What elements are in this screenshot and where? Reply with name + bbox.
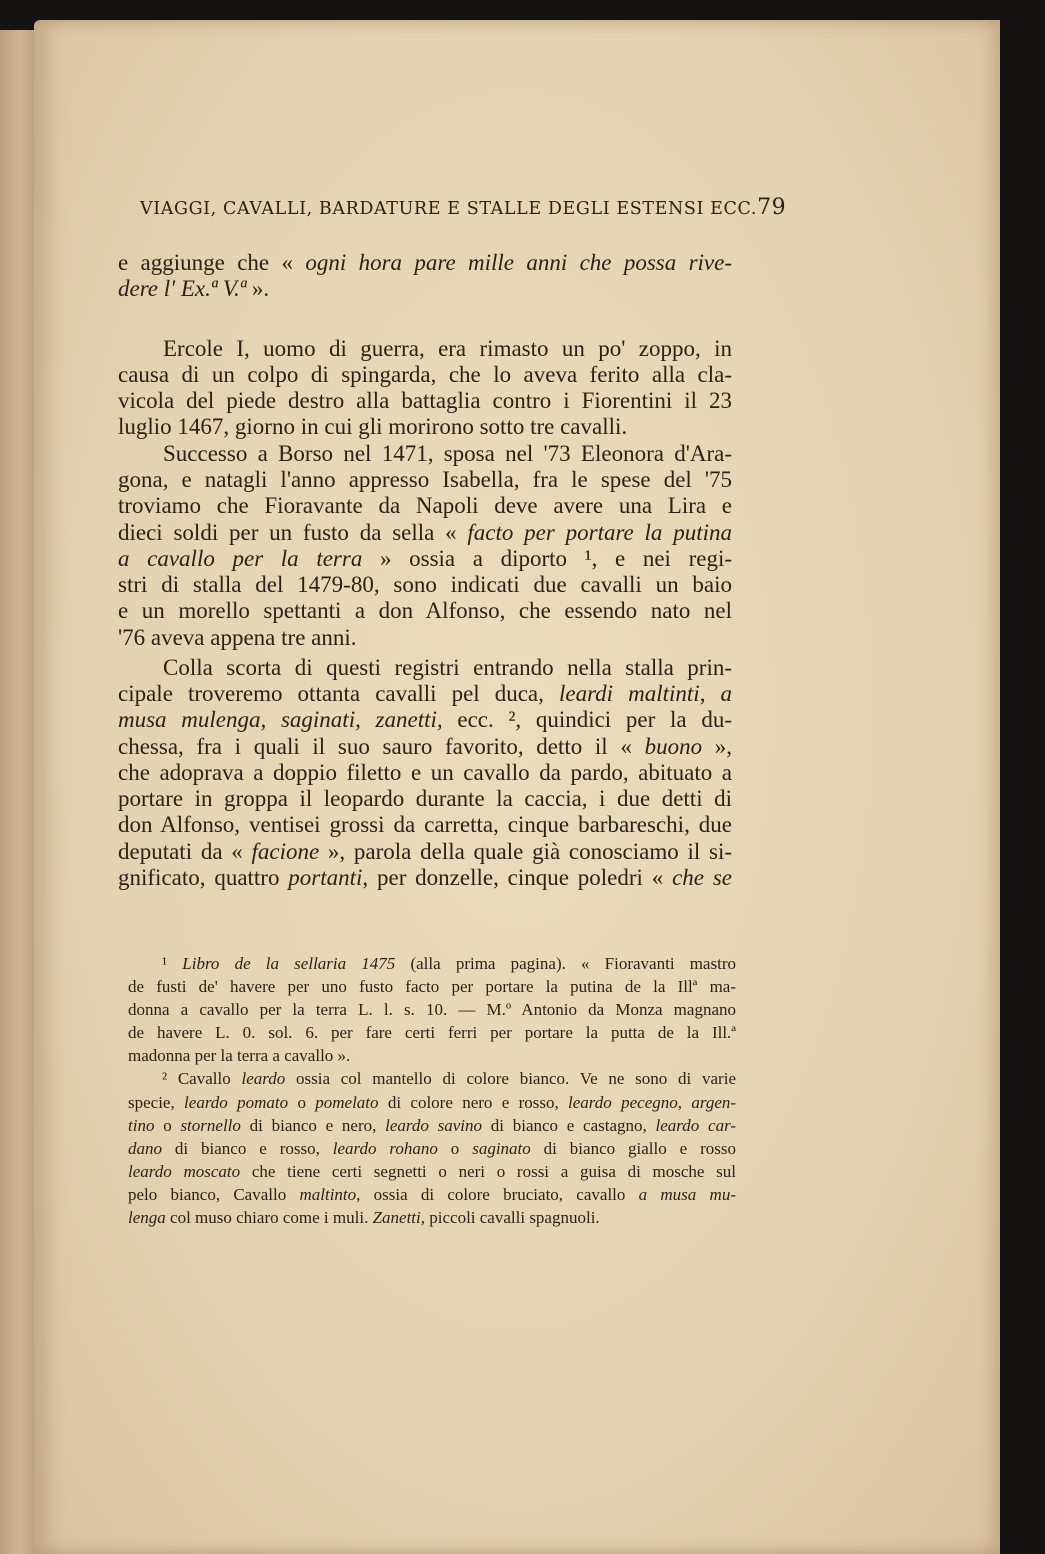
page-number: 79: [757, 195, 787, 220]
body-line: cipale troveremo ottanta cavalli pel duca, leardi maltinti, a: [118, 681, 733, 706]
body-line: Colla scorta di questi registri entrando nella stalla prin-: [163, 655, 732, 680]
body-line: musa mulenga, saginati, zanetti, ecc. ², quindici per la du-: [118, 707, 732, 732]
footnote-line: lenga col muso chiaro come i muli. Zanetti, piccoli cavalli spagnuoli.: [128, 1208, 600, 1227]
body-line: a cavallo per la terra » ossia a diporto ¹, e nei regi-: [118, 546, 732, 571]
running-title: VIAGGI, CAVALLI, BARDATURE E STALLE DEGLI ESTENSI ECC.: [140, 199, 758, 219]
body-line: causa di un colpo di spingarda, che lo aveva ferito alla cla-: [118, 362, 732, 387]
body-line: dieci soldi per un fusto da sella « facto per portare la putina: [118, 520, 732, 545]
body-line: luglio 1467, giorno in cui gli morirono sotto tre cavalli.: [118, 414, 628, 439]
body-line: stri di stalla del 1479-80, sono indicati due cavalli un baio: [118, 572, 732, 597]
footnote-line: ² Cavallo leardo ossia col mantello di colore bianco. Ve ne sono di varie: [162, 1069, 736, 1088]
body-line: portare in groppa il leopardo durante la caccia, i due detti di: [118, 786, 732, 811]
footnote-line: tino o stornello di bianco e nero, leardo savino di bianco e castagno, leardo car-: [128, 1116, 737, 1135]
footnote-line: de havere L. 0. sol. 6. per fare certi ferri per portare la putta de la Ill.ª: [128, 1023, 736, 1042]
body-line: troviamo che Fioravante da Napoli deve avere una Lira e: [118, 493, 732, 518]
footnote-line: ¹ Libro de la sellaria 1475 (alla prima pagina). « Fioravanti mastro: [162, 954, 736, 973]
body-line: e un morello spettanti a don Alfonso, che essendo nato nel: [118, 598, 732, 623]
body-line: che adoprava a doppio filetto e un cavallo da pardo, abituato a: [118, 760, 732, 785]
body-line: gona, e natagli l'anno appresso Isabella, fra le spese del '75: [118, 467, 732, 492]
footnote-line: madonna per la terra a cavallo ».: [128, 1046, 351, 1065]
body-line: deputati da « facione », parola della quale già conosciamo il si-: [118, 839, 733, 864]
body-line: '76 aveva appena tre anni.: [118, 625, 357, 650]
body-line: Ercole I, uomo di guerra, era rimasto un po' zoppo, in: [163, 336, 732, 361]
footnote-line: dano di bianco e rosso, leardo rohano o saginato di bianco giallo e rosso: [128, 1139, 736, 1158]
body-line: dere l' Ex.ª V.ª ».: [118, 276, 270, 301]
body-line: e aggiunge che « ogni hora pare mille anni che possa rive-: [118, 250, 733, 275]
body-line: don Alfonso, ventisei grossi da carretta, cinque barbareschi, due: [118, 812, 732, 837]
body-line: vicola del piede destro alla battaglia contro i Fiorentini il 23: [118, 388, 732, 413]
footnote-line: specie, leardo pomato o pomelato di colore nero e rosso, leardo pecegno, argen-: [128, 1093, 737, 1112]
body-line: Successo a Borso nel 1471, sposa nel '73 Eleonora d'Ara-: [163, 441, 732, 466]
body-line: gnificato, quattro portanti, per donzelle, cinque poledri « che se: [118, 865, 732, 890]
running-header: [140, 195, 787, 220]
footnote-line: leardo moscato che tiene certi segnetti o neri o rossi a guisa di mosche sul: [128, 1162, 736, 1181]
footnote-line: pelo bianco, Cavallo maltinto, ossia di colore bruciato, cavallo a musa mu-: [128, 1185, 736, 1204]
footnote-line: de fusti de' havere per uno fusto facto per portare la putina de la Illª ma-: [128, 977, 736, 996]
body-line: chessa, fra i quali il suo sauro favorito, detto il « buono »,: [118, 734, 733, 759]
footnote-line: donna a cavallo per la terra L. l. s. 10. — M.º Antonio da Monza magnano: [128, 1000, 736, 1019]
